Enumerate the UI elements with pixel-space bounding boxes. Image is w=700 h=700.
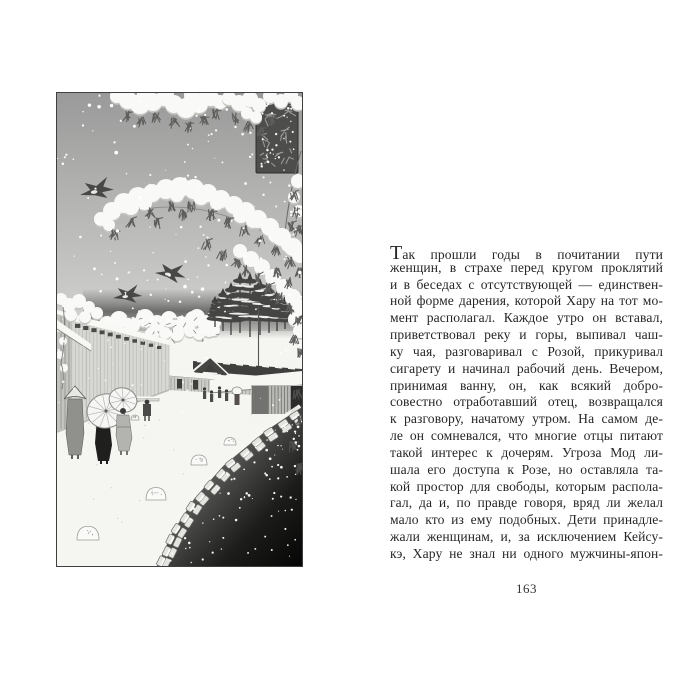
text-line: кэ, Хару не знал ни одного мужчины-япон-: [390, 545, 663, 561]
page-number: 163: [516, 581, 537, 596]
text-line: приветствовал реку и горы, выпивал чаш-: [390, 327, 663, 343]
text-line: женщин, в страхе перед кругом проклятий: [390, 259, 663, 275]
text-line: шала его доступа к Розе, но оставляла та-: [390, 461, 663, 477]
text-line: ле он сомневался, что многие отцы питают: [390, 428, 663, 444]
text-line: сигарету и начинал рабочий день. Вечером,: [390, 360, 663, 376]
text-column: [390, 243, 663, 563]
text-line: жали женщинам, и, за исключением Кейсу-: [390, 529, 663, 545]
text-line: мент располагал. Каждое утро он вставал,: [390, 310, 663, 326]
text-line: совестно отработавший отец, возвращался: [390, 394, 663, 410]
text-line: ной форме дарения, которой Хару на тот мо-: [390, 293, 663, 309]
text-line: ку чая, разговаривал с Розой, прикуривал: [390, 343, 663, 359]
text-line: к разговору, начатому утром. На самом де-: [390, 411, 663, 427]
text-line: и в беседах с отсутствующей — единствен-: [390, 276, 663, 292]
text-line: принимая ванну, он, как всякий добро-: [390, 377, 663, 393]
text-line: такой интерес к дочерям. Угроза Мод ли-: [390, 444, 663, 460]
text-line: мало кто из ему подобных. Дети принадле-: [390, 512, 663, 528]
text-line: Так прошли годы в почитании пути: [390, 242, 663, 264]
woodblock-print-illustration: [56, 92, 303, 567]
text-line: гал, да и, по правде говоря, вряд ли желал: [390, 495, 663, 511]
text-line: кой простор для свободы, которым распола-: [390, 478, 663, 494]
print-artwork: [57, 93, 302, 566]
